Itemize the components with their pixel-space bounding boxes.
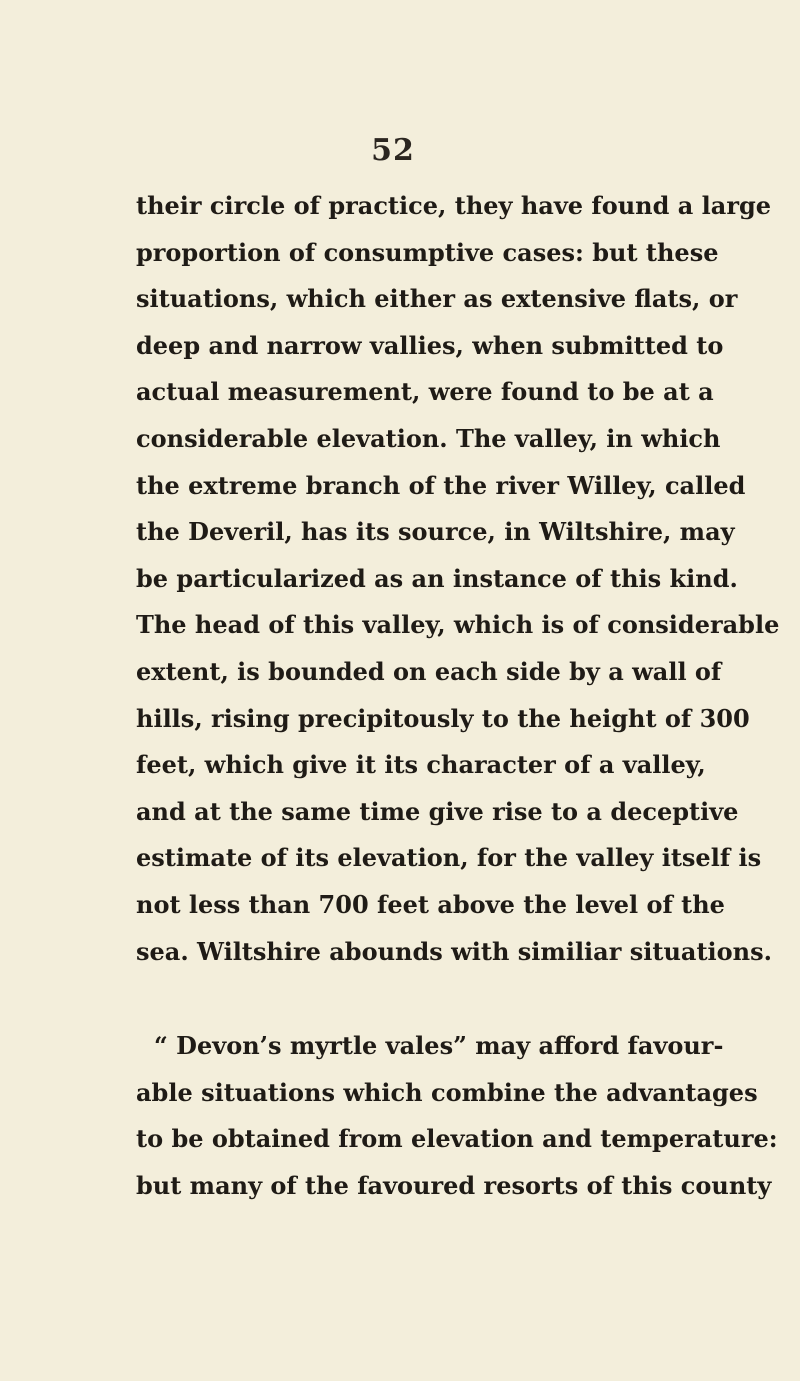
paragraph-gap [136, 975, 656, 1023]
text-line: considerable elevation. The valley, in which [136, 423, 721, 453]
page-number: 52 [371, 133, 415, 168]
text-line: proportion of consumptive cases: but these [136, 237, 719, 267]
text-line: not less than 700 feet above the level of the [136, 889, 725, 919]
text-line: extent, is bounded on each side by a wall of [136, 656, 722, 686]
text-line: be particularized as an instance of this kind. [136, 563, 738, 593]
text-line: hills, rising precipitously to the height of 300 [136, 703, 750, 733]
text-line: sea. Wiltshire abounds with similiar situations. [136, 936, 772, 966]
text-line: estimate of its elevation, for the valley itself is [136, 843, 762, 873]
text-line: “ Devon’s myrtle vales” may afford favour- [154, 1031, 724, 1061]
text-line: feet, which give it its character of a valley, [136, 750, 706, 780]
text-line: situations, which either as extensive flats, or [136, 284, 738, 314]
text-line: and at the same time give rise to a deceptive [136, 796, 739, 826]
text-line: the extreme branch of the river Willey, called [136, 470, 746, 500]
text-line: to be obtained from elevation and temperature: [136, 1124, 778, 1154]
body-text [136, 183, 780, 1209]
text-line: deep and narrow vallies, when submitted to [136, 330, 724, 360]
text-line: but many of the favoured resorts of this county [136, 1170, 772, 1200]
text-line: actual measurement, were found to be at a [136, 377, 714, 407]
text-line: the Deveril, has its source, in Wiltshire, may [136, 517, 735, 547]
text-line: able situations which combine the advantages [136, 1077, 758, 1107]
paragraph-1 [136, 183, 780, 975]
text-line: their circle of practice, they have found a large [136, 191, 772, 220]
paragraph-2 [136, 1023, 778, 1209]
text-line: The head of this valley, which is of considerable [136, 610, 780, 640]
